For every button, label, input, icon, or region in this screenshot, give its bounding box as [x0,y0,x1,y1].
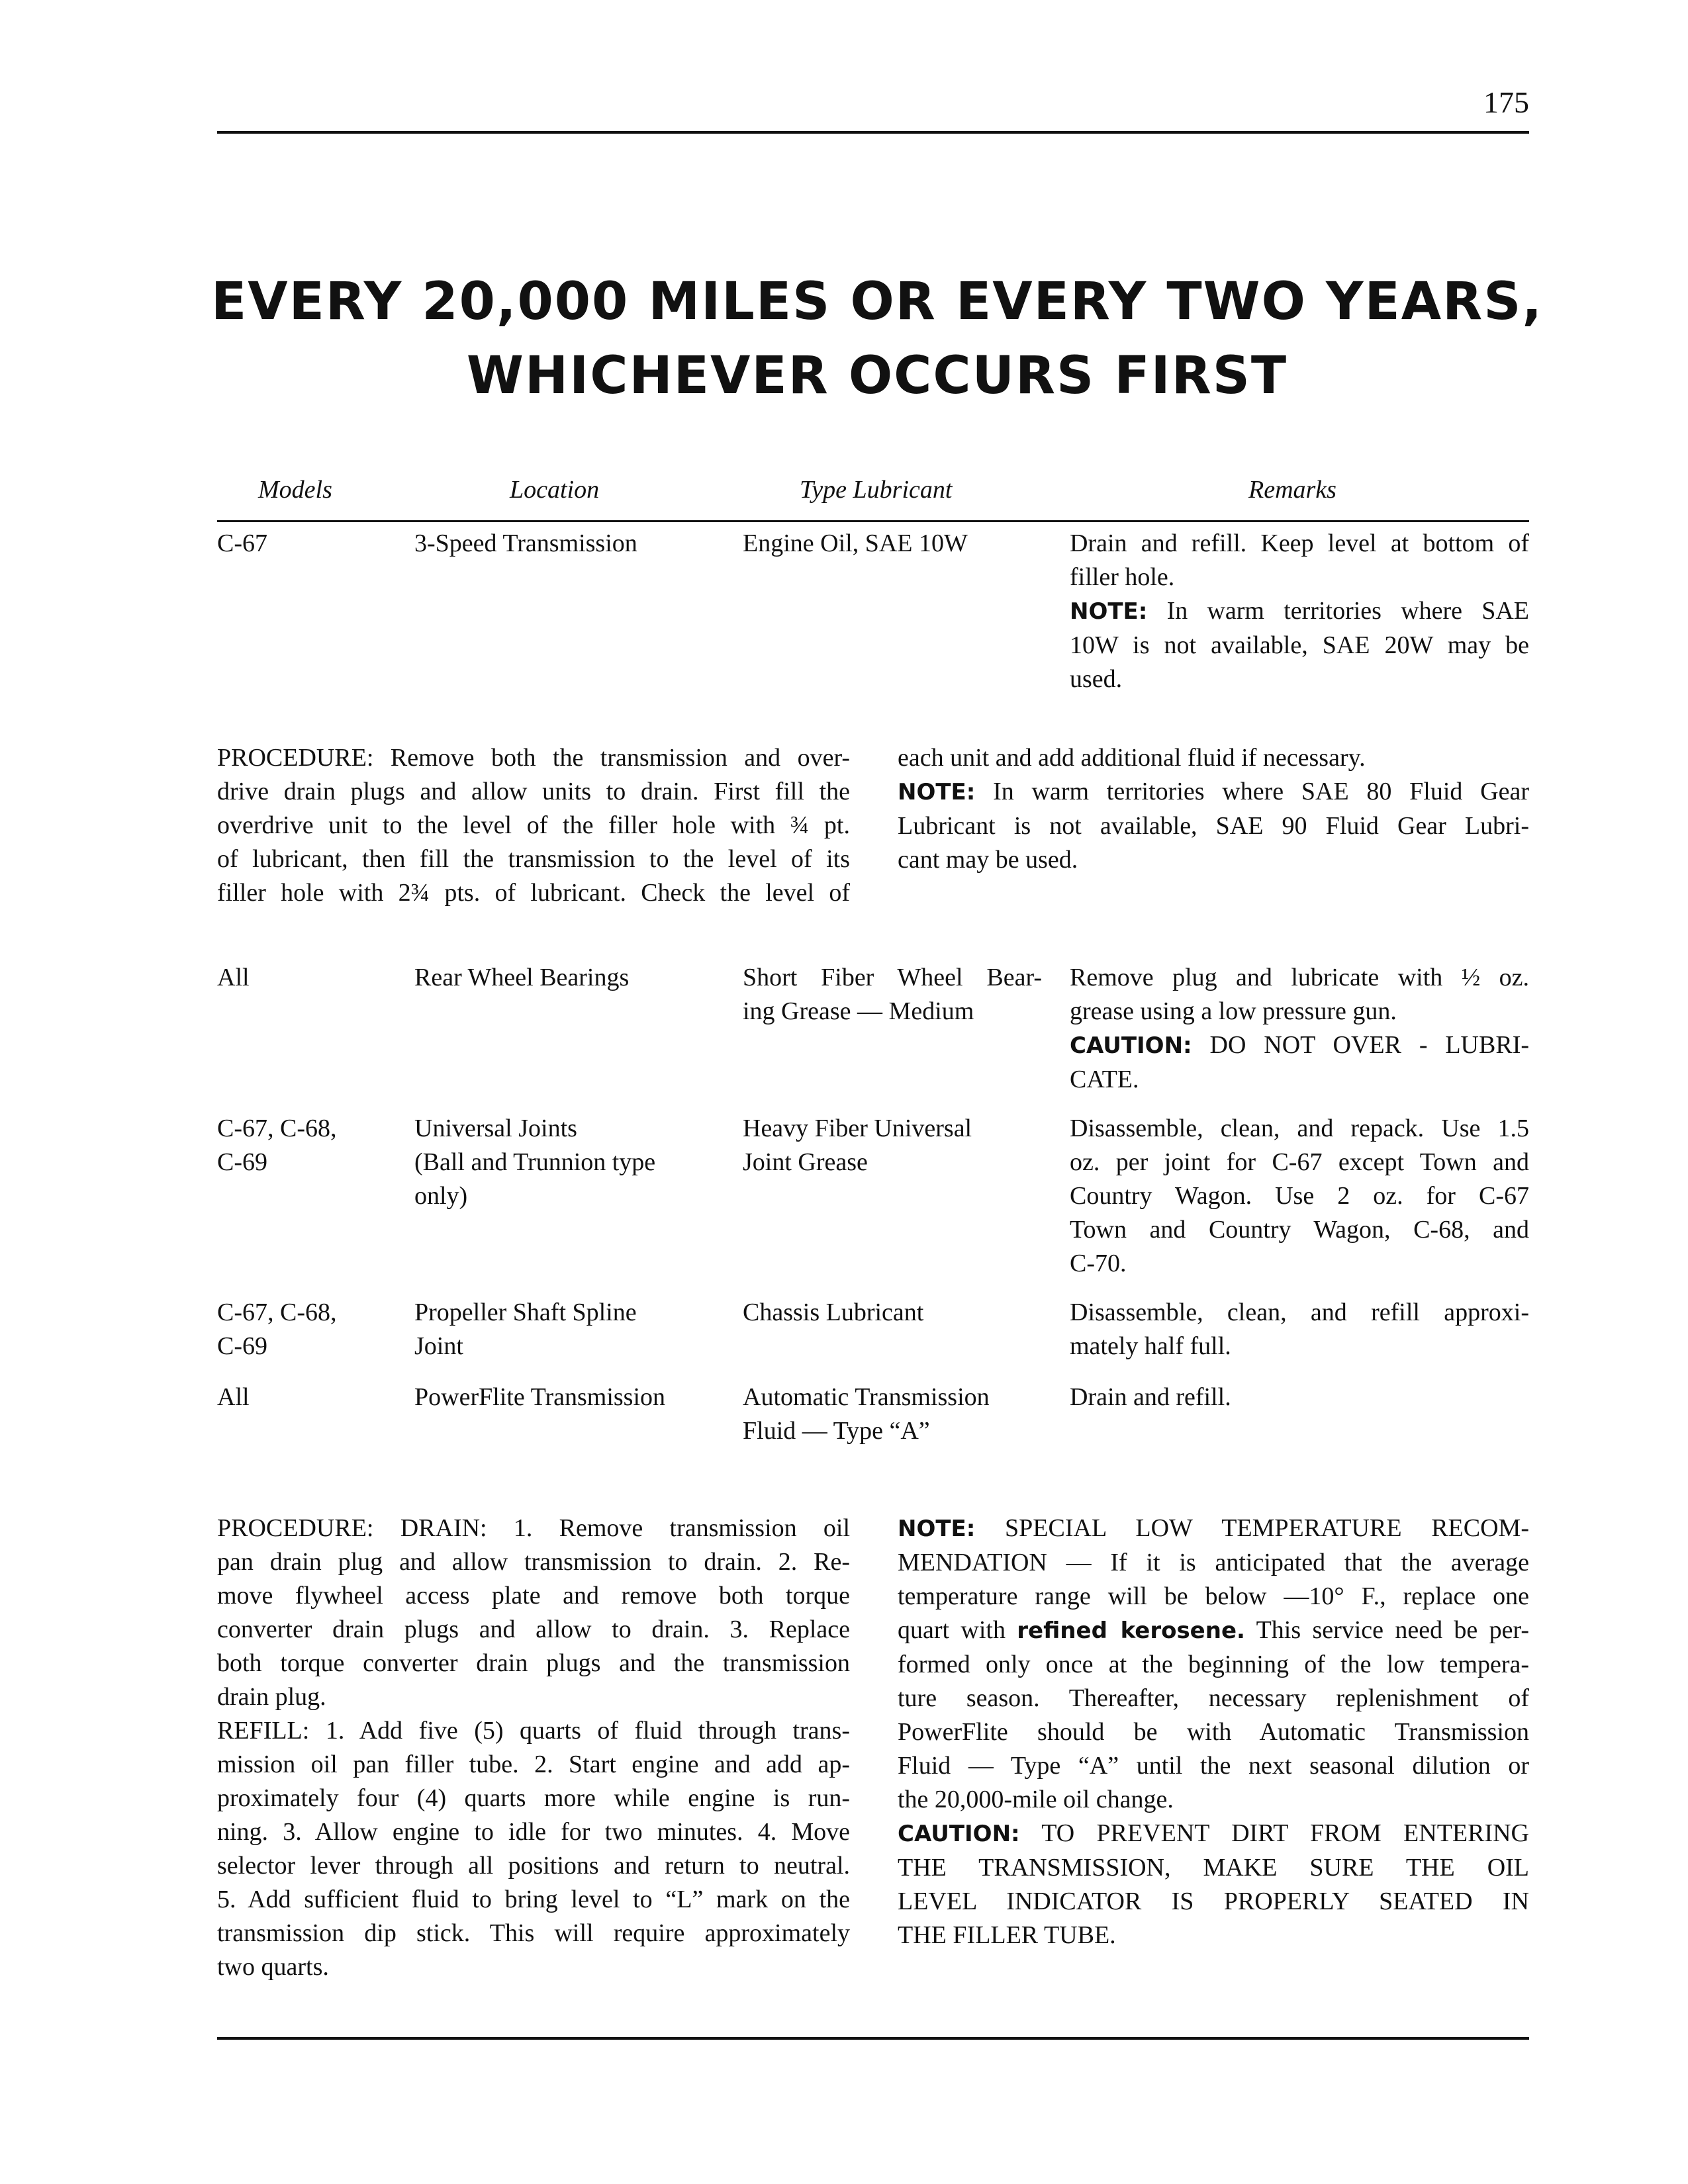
procedure-line: Lubricant is not available, SAE 90 Fluid Gear Lubri- [898,812,1529,840]
procedure-line: filler hole with 2¾ pts. of lubricant. Check the level of [217,879,850,907]
row5-models: All [217,1383,250,1411]
title-line-1: EVERY 20,000 MILES OR EVERY TWO YEARS, [211,272,1544,332]
low-temp-line [898,1614,1529,1648]
low-temp-line: ture season. Thereafter, necessary replenishment of [898,1684,1529,1712]
procedure-line: pan drain plug and allow transmission to drain. 2. Re- [217,1548,850,1576]
row4-remarks [1070,1296,1529,1363]
row1-note [1070,594,1529,629]
procedure-line: two quarts. [217,1953,329,1981]
procedure-line: ning. 3. Allow engine to idle for two minutes. 4. Move [217,1818,850,1846]
procedure-line: drive drain plugs and allow units to drain. First fill the [217,778,850,805]
row1-note-text: In warm territories where SAE [1147,597,1529,625]
low-temp-line: MENDATION — If it is anticipated that the average [898,1549,1529,1576]
row4-location-line: Propeller Shaft Spline [414,1298,637,1326]
row1-remarks [1070,527,1529,696]
row1-note-line: 10W is not available, SAE 20W may be [1070,631,1529,659]
row4-location-line: Joint [414,1332,463,1360]
row3-location [414,1112,655,1213]
procedure-line: proximately four (4) quarts more while engine is run- [217,1784,850,1812]
title-line-2: WHICHEVER OCCURS FIRST [466,346,1288,406]
procedure-line: mission oil pan filler tube. 2. Start engine and add ap- [217,1751,850,1778]
top-rule [217,131,1529,134]
caution-note [898,1817,1529,1851]
row1-remarks-line: filler hole. [1070,563,1175,591]
row3-lubricant [743,1112,972,1179]
row2-caution [1070,1028,1529,1063]
caution-line: THE TRANSMISSION, MAKE SURE THE OIL [898,1854,1529,1882]
row3-location-line: Universal Joints [414,1115,577,1142]
procedure-line: transmission dip stick. This will require approximately [217,1919,850,1947]
row3-remarks-line: Country Wagon. Use 2 oz. for C-67 [1070,1182,1529,1210]
caution-text: TO PREVENT DIRT FROM ENTERING [1019,1819,1529,1847]
procedure-line: REFILL: 1. Add five (5) quarts of fluid through trans- [217,1717,850,1745]
header-rule [217,520,1529,522]
procedure1-right [898,741,1529,877]
procedure-line: PROCEDURE: Remove both the transmission and over- [217,744,850,772]
procedure1-left [217,741,850,910]
row3-lubricant-line: Joint Grease [743,1148,868,1176]
procedure-line: PROCEDURE: DRAIN: 1. Remove transmission oil [217,1514,850,1542]
bottom-rule [217,2037,1529,2040]
row3-remarks-line: C-70. [1070,1250,1127,1277]
row4-remarks-line: Disassemble, clean, and refill approxi- [1070,1298,1529,1326]
row4-models-line: C-67, C-68, [217,1298,337,1326]
procedure2-left [217,1512,850,1984]
procedure-note-text: In warm territories where SAE 80 Fluid Gear [975,778,1529,805]
row1-remarks-line: Drain and refill. Keep level at bottom of [1070,529,1529,557]
row3-remarks-line: oz. per joint for C-67 except Town and [1070,1148,1529,1176]
row4-location [414,1296,637,1363]
low-temp-line: the 20,000-mile oil change. [898,1786,1174,1813]
procedure-line: selector lever through all positions and return to neutral. [217,1852,850,1880]
caution-label: CAUTION: [898,1821,1020,1847]
procedure-line: both torque converter drain plugs and the transmission [217,1649,850,1677]
row2-caution-line: CATE. [1070,1066,1139,1093]
row1-lubricant: Engine Oil, SAE 10W [743,529,968,557]
kerosene-emphasis: refined kerosene. [1017,1617,1245,1644]
procedure-line: cant may be used. [898,846,1078,874]
row2-remarks [1070,961,1529,1097]
row2-remarks-line: Remove plug and lubricate with ½ oz. [1070,964,1529,991]
row2-lubricant [743,961,1042,1028]
procedure-line: drain plug. [217,1683,326,1711]
row3-remarks-line: Town and Country Wagon, C-68, and [1070,1216,1529,1244]
header-models: Models [258,476,332,504]
row2-lubricant-line: Short Fiber Wheel Bear- [743,964,1042,991]
low-temp-text: This service need be per- [1244,1616,1530,1644]
row4-remarks-line: mately half full. [1070,1332,1231,1360]
row5-location: PowerFlite Transmission [414,1383,666,1411]
row4-models-line: C-69 [217,1332,267,1360]
row3-remarks [1070,1112,1529,1281]
row5-lubricant-line: Fluid — Type “A” [743,1417,930,1445]
row4-models [217,1296,337,1363]
procedure-line: move flywheel access plate and remove both torque [217,1582,850,1610]
low-temp-line: temperature range will be below —10° F., replace one [898,1582,1529,1610]
note-label: NOTE: [898,1516,976,1542]
row1-note-line: used. [1070,665,1123,693]
procedure2-right [898,1512,1529,1952]
page-title [0,265,1688,413]
row3-models-line: C-67, C-68, [217,1115,337,1142]
row3-models [217,1112,337,1179]
row2-caution-text: DO NOT OVER - LUBRI- [1192,1031,1529,1059]
header-remarks: Remarks [1248,476,1336,504]
caution-line: LEVEL INDICATOR IS PROPERLY SEATED IN [898,1888,1529,1915]
row5-lubricant [743,1381,990,1448]
row5-remarks: Drain and refill. [1070,1383,1231,1411]
procedure-line: converter drain plugs and allow to drain. 3. Replace [217,1615,850,1643]
low-temp-note-text: SPECIAL LOW TEMPERATURE RECOM- [975,1514,1529,1542]
row4-lubricant: Chassis Lubricant [743,1298,924,1326]
procedure-line: overdrive unit to the level of the filler hole with ¾ pt. [217,811,850,839]
low-temp-note [898,1512,1529,1546]
caution-label: CAUTION: [1070,1032,1192,1059]
header-location: Location [510,476,600,504]
row2-models: All [217,964,250,991]
caution-line: THE FILLER TUBE. [898,1921,1116,1949]
row3-remarks-line: Disassemble, clean, and repack. Use 1.5 [1070,1115,1529,1142]
row3-lubricant-line: Heavy Fiber Universal [743,1115,972,1142]
procedure-note [898,775,1529,809]
procedure-line: 5. Add sufficient fluid to bring level to “L” mark on the [217,1886,850,1913]
header-lubricant: Type Lubricant [800,476,953,504]
row2-location: Rear Wheel Bearings [414,964,630,991]
low-temp-line: formed only once at the beginning of the low tempera- [898,1651,1529,1678]
row5-lubricant-line: Automatic Transmission [743,1383,990,1411]
row3-models-line: C-69 [217,1148,267,1176]
row2-remarks-line: grease using a low pressure gun. [1070,997,1397,1025]
low-temp-line: Fluid — Type “A” until the next seasonal dilution or [898,1752,1529,1780]
row3-location-line: only) [414,1182,468,1210]
page-number: 175 [1483,85,1529,119]
low-temp-line: PowerFlite should be with Automatic Transmission [898,1718,1529,1746]
low-temp-text: quart with [898,1616,1017,1644]
row3-location-line: (Ball and Trunnion type [414,1148,656,1176]
procedure-line: each unit and add additional fluid if necessary. [898,744,1366,772]
row2-lubricant-line: ing Grease — Medium [743,997,974,1025]
note-label: NOTE: [1070,598,1148,625]
row1-models: C-67 [217,529,267,557]
procedure-line: of lubricant, then fill the transmission to the level of its [217,845,850,873]
row1-location: 3-Speed Transmission [414,529,637,557]
note-label: NOTE: [898,779,976,805]
